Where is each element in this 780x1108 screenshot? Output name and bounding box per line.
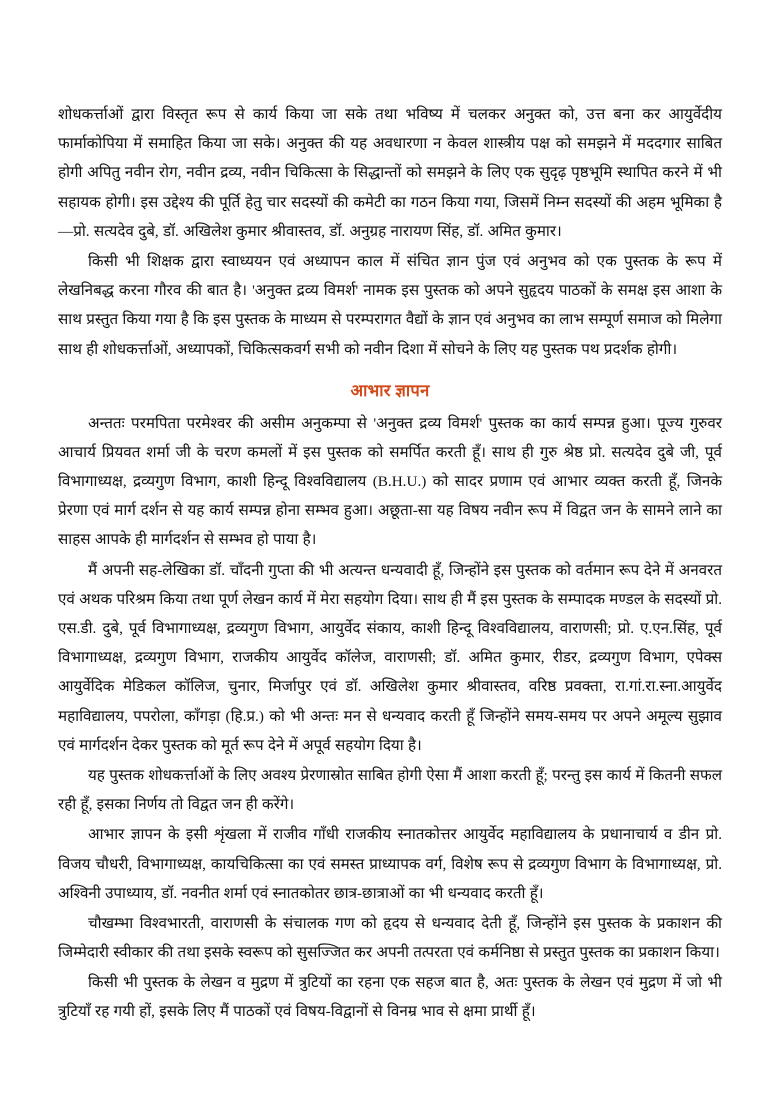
section-heading-abhar-gyapan: आभार ज्ञापन (350, 380, 430, 400)
paragraph-1: शोधकर्त्ताओं द्वारा विस्तृत रूप से कार्य किया जा सके तथा भविष्य में चलकर अनुक्त को, उत्त बना कर आयुर्वेदीय फार्माकोपिया में समाहित किया जा सके। अनुक्त की यह अवधारणा न केवल शास्त्रीय पक्ष को समझने में मददगार साबित होगी अपितु नवीन रोग, नवीन द्रव्य, नवीन चिकित्सा के सिद्धान्तों को समझने के लिए एक सुदृढ़ पृष्ठभूमि स्थापित करने में भी सहायक होगी। इस उद्देश्य की पूर्ति हेतु चार सदस्यों की कमेटी का गठन किया गया, जिसमें निम्न सदस्यों की अहम भूमिका है—प्रो. सत्यदेव दुबे, डॉ. अखिलेश कुमार श्रीवास्तव, डॉ. अनुग्रह नारायण सिंह, डॉ. अमित कुमार। (58, 106, 722, 240)
paragraph-4: मैं अपनी सह-लेखिका डॉ. चाँदनी गुप्ता की भी अत्यन्त धन्यवादी हूँ, जिन्होंने इस पुस्तक को वर्तमान रूप देने में अनवरत एवं अथक परिश्रम किया तथा पूर्ण लेखन कार्य में मेरा सहयोग दिया। साथ ही मैं इस पुस्तक के सम्पादक मण्डल के सदस्यों प्रो. एस.डी. दुबे, पूर्व विभागाध्यक्ष, द्रव्यगुण विभाग, आयुर्वेद संकाय, काशी हिन्दू विश्वविद्यालय, वाराणसी; प्रो. ए.एन.सिंह, पूर्व विभागाध्यक्ष, द्रव्यगुण विभाग, राजकीय आयुर्वेद कॉलेज, वाराणसी; डॉ. अमित कुमार, रीडर, द्रव्यगुण विभाग, एपेक्स आयुर्वेदिक मेडिकल कॉलिज, चुनार, मिर्जापुर एवं डॉ. अखिलेश कुमार श्रीवास्तव, वरिष्ठ प्रवक्ता, रा.गां.रा.स्ना.आयुर्वेद महाविद्यालय, पपरोला, काँगड़ा (हि.प्र.) को भी अन्तः मन से धन्यवाद करती हूँ जिन्होंने समय-समय पर अपने अमूल्य सुझाव एवं मार्गदर्शन देकर पुस्तक को मूर्त रूप देने में अपूर्व सहयोग दिया है। (58, 561, 722, 754)
paragraph-7: चौखम्भा विश्वभारती, वाराणसी के संचालक गण को हृदय से धन्यवाद देती हूँ, जिन्होंने इस पुस्तक के प्रकाशन की जिम्मेदारी स्वीकार की तथा इसके स्वरूप को सुसज्जित कर अपनी तत्परता एवं कर्मनिष्ठा से प्रस्तुत पुस्तक का प्रकाशन किया। (58, 914, 722, 962)
paragraph-6: आभार ज्ञापन के इसी शृंखला में राजीव गाँधी राजकीय स्नातकोत्तर आयुर्वेद महाविद्यालय के प्रधानाचार्य व डीन प्रो. विजय चौधरी, विभागाध्यक्ष, कायचिकित्सा का एवं समस्त प्राध्यापक वर्ग, विशेष रूप से द्रव्यगुण विभाग के विभागाध्यक्ष, प्रो. अश्विनी उपाध्याय, डॉ. नवनीत शर्मा एवं स्नातकोतर छात्र-छात्राओं का भी धन्यवाद करती हूँ। (58, 826, 722, 902)
paragraph-8: किसी भी पुस्तक के लेखन व मुद्रण में त्रुटियों का रहना एक सहज बात है, अतः पुस्तक के लेखन एवं मुद्रण में जो भी त्रुटियाँ रह गयी हों, इसके लिए मैं पाठकों एवं विषय-विद्वानों से विनम्र भाव से क्षमा प्रार्थी हूँ। (58, 974, 722, 1021)
paragraph-3: अन्ततः परमपिता परमेश्वर की असीम अनुकम्पा से 'अनुक्त द्रव्य विमर्श' पुस्तक का कार्य सम्पन्न हुआ। पूज्य गुरुवर आचार्य प्रियवत शर्मा जी के चरण कमलों में इस पुस्तक को समर्पित करती हूँ। साथ ही गुरु श्रेष्ठ प्रो. सत्यदेव दुबे जी, पूर्व विभागाध्यक्ष, द्रव्यगुण विभाग, काशी हिन्दू विश्वविद्यालय (B.H.U.) को सादर प्रणाम एवं आभार व्यक्त करती हूँ, जिनके प्रेरणा एवं मार्ग दर्शन से यह कार्य सम्पन्न होना सम्भव हुआ। अछूता-सा यह विषय नवीन रूप में विद्वत जन के सामने लाने का साहस आपके ही मार्गदर्शन से सम्भव हो पाया है। (58, 414, 722, 549)
paragraph-5: यह पुस्तक शोधकर्त्ताओं के लिए अवश्य प्रेरणास्रोत साबित होगी ऐसा मैं आशा करती हूँ; परन्तु इस कार्य में कितनी सफल रही हूँ, इसका निर्णय तो विद्वत जन ही करेंगे। (58, 766, 722, 814)
paragraph-2: किसी भी शिक्षक द्वारा स्वाध्ययन एवं अध्यापन काल में संचित ज्ञान पुंज एवं अनुभव को एक पुस्तक के रूप में लेखनिबद्ध करना गौरव की बात है। 'अनुक्त द्रव्य विमर्श' नामक इस पुस्तक को अपने सुहृदय पाठकों के समक्ष इस आशा के साथ प्रस्तुत किया गया है कि इस पुस्तक के माध्यम से परम्परागत वैद्यों के ज्ञान एवं अनुभव का लाभ सम्पूर्ण समाज को मिलेगा साथ ही शोधकर्त्ताओं, अध्यापकों, चिकित्सकवर्ग सभी को नवीन दिशा में सोचने के लिए यह पुस्तक पथ प्रदर्शक होगी। (58, 252, 722, 358)
